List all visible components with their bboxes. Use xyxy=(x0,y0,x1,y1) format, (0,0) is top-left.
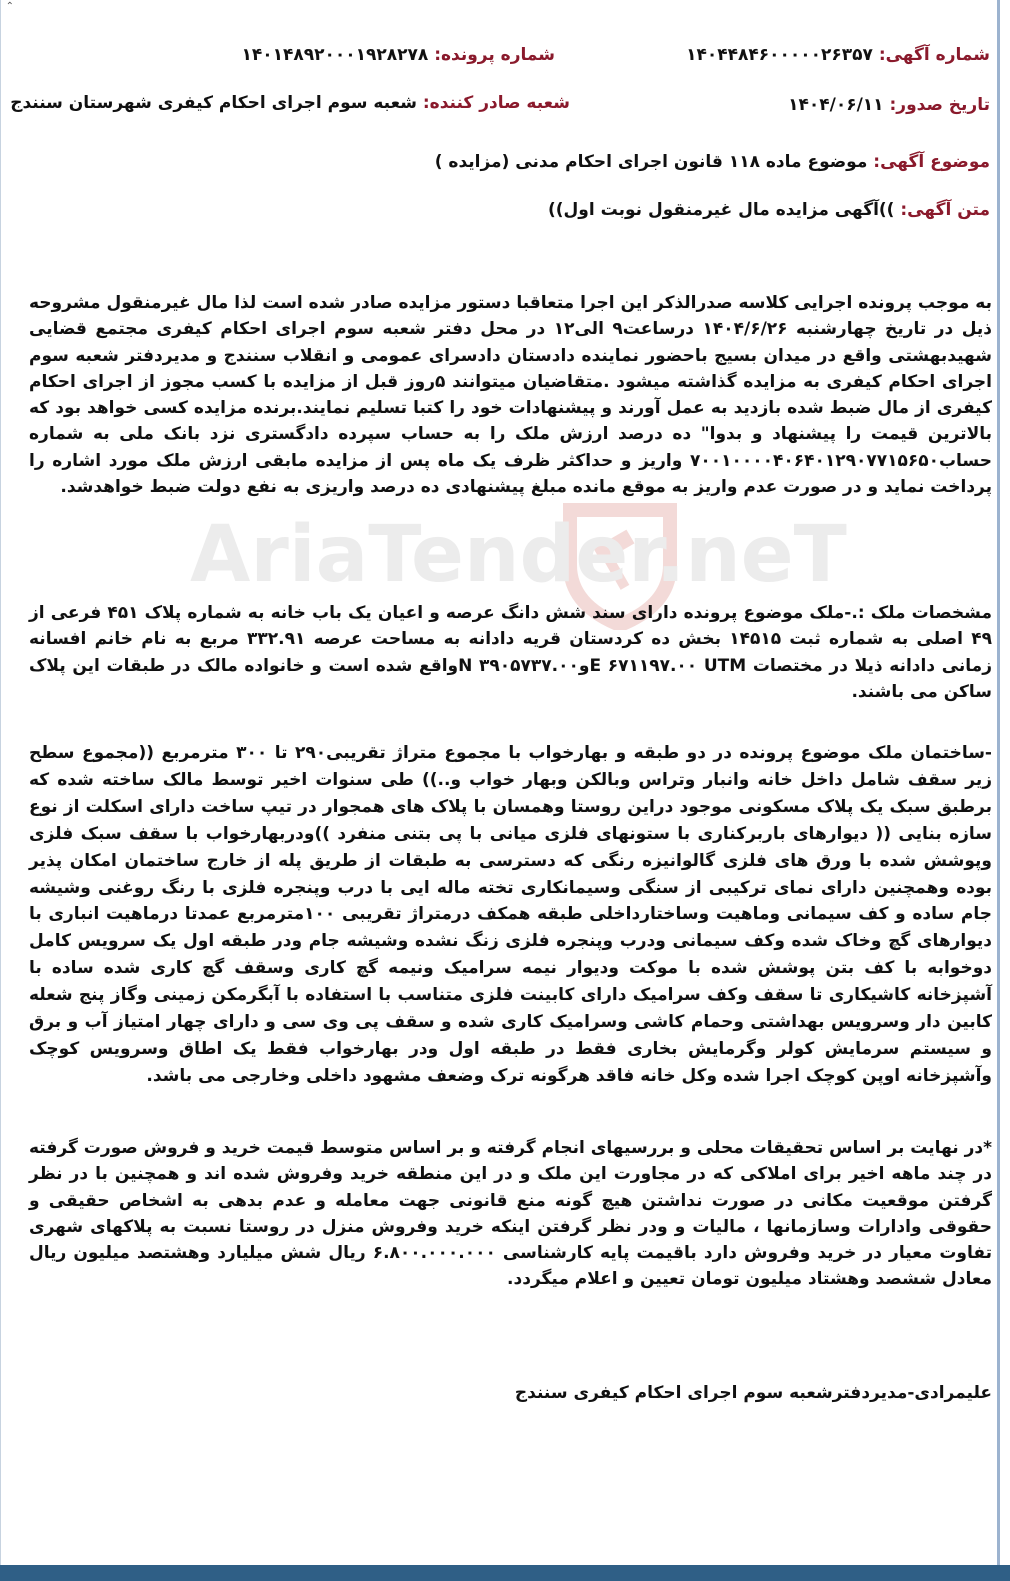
paragraph-property-specs: مشخصات ملک :.-ملک موضوع پرونده دارای سند شش دانگ عرصه و اعیان یک باب خانه به شماره پلاک ۴۵۱ فرعی از ۴۹ اصلی به شماره ثبت ۱۴۵۱۵ بخش ده کردستان قریه دادانه به مساحت عرصه ۳۳۲.۹۱ مربع به نام خانم افسانه زمانی دادانه ذیلا در مختصات E ۶۷۱۱۹۷.۰۰ UTMو۳۹۰۵۷۳۷.۰۰ Nواقع شده است و خانواده مالک در طبقات این پلاک ساکن می باشند. xyxy=(29,603,992,702)
notice-text-label: متن آگهی: xyxy=(900,200,990,220)
notice-text-title: ))آگهی مزایده مال غیرمنقول نوبت اول)) xyxy=(548,200,895,220)
paragraph-valuation: *در نهایت بر اساس تحقیقات محلی و بررسیهای انجام گرفته و بر اساس متوسط قیمت خرید و فروش صورت گرفته در چند ماهه اخیر برای املاکی که در مجاورت این ملک و در این منطقه خرید وفروش شده اند و همچنین با در نظر گرفتن موقعیت مکانی در صورت نداشتن هیچ گونه منع قانونی جهت معامله و عدم بدهی به اشخاص حقیقی و حقوقی وادارات وسازمانها ، مالیات و ودر نظر گرفتن اینکه خرید وفروش منزل در روستا نسبت به پلاکهای شهری تفاوت معیار در خرید وفروش دارد باقیمت پایه کارشناسی ۶.۸۰۰.۰۰۰.۰۰۰ ریال شش میلیارد وهشتصد میلیون ریال معادل ششصد وهشتاد میلیون تومان تعیین و اعلام میگردد. xyxy=(29,1138,993,1290)
case-number: ۱۴۰۱۴۸۹۲۰۰۰۱۹۲۸۲۷۸ xyxy=(241,45,429,65)
watermark-text: AriaTender.neT xyxy=(190,510,847,600)
case-number-label: شماره پرونده: xyxy=(434,45,555,65)
paragraph-auction-terms: به موجب پرونده اجرایی کلاسه صدرالذکر این اجرا متعاقبا دستور مزایده صادر شده است لذا مال غیرمنقول مشروحه ذیل در تاریخ چهارشنبه ۱۴۰۴/۶/۲۶ درساعت۹ الی۱۲ در محل دفتر شعبه سوم اجرای احکام کیفری مجتمع قضایی شهیدبهشتی واقع در میدان بسیج باحضور نماینده دادستان دادسرای عمومی و انقلاب سنندج و مدیردفتر شعبه سوم اجرای احکام کیفری به مزایده گذاشته میشود .متقاضیان میتوانند ۵روز قبل از مزایده با کسب مجوز از اجرای احکام کیفری از مال ضبط شده بازدید به عمل آورند و پیشنهادات خود را کتبا تسلیم نمایند.برنده مزایده کسی خواهد بود که بالاترین قیمت را پیشنهاد و بدوا" ده درصد ارزش ملک را به حساب سپرده دادگستری نزد بانک ملی به شماره حساب۷۰۰۱۰۰۰۰۴۰۶۴۰۱۲۹۰۷۷۱۵۶۵۰ واریز و حداکثر ظرف یک ماه پس از مزایده مابقی ارزش ملک مورد اشاره را پرداخت نماید و در صورت عدم واریز به موقع مانده مبلغ پیشنهادی ده درصد واریزی به نفع دولت ضبط خواهدشد. xyxy=(29,293,993,498)
notice-number: ۱۴۰۴۴۸۴۶۰۰۰۰۰۲۶۳۵۷ xyxy=(686,45,873,65)
issue-date-row xyxy=(788,95,990,115)
corner-mark-icon: ⌃ xyxy=(5,1,14,12)
issuing-branch-row xyxy=(10,93,570,113)
issuing-branch: شعبه سوم اجرای احکام کیفری شهرستان سنندج xyxy=(10,93,417,113)
subject-label: موضوع آگهی: xyxy=(873,152,990,172)
notice-number-row xyxy=(686,45,990,65)
issue-date: ۱۴۰۴/۰۶/۱۱ xyxy=(788,95,884,115)
notice-number-label: شماره آگهی: xyxy=(878,45,990,65)
signature: علیمرادی-مدیردفترشعبه سوم اجرای احکام کیفری سنندج xyxy=(514,1383,992,1403)
case-number-row xyxy=(241,45,555,65)
issue-date-label: تاریخ صدور: xyxy=(889,95,990,115)
subject-row xyxy=(435,152,990,172)
subject: موضوع ماده ۱۱۸ قانون اجرای احکام مدنی (مزایده ) xyxy=(434,152,868,172)
bottom-bar xyxy=(0,1565,1010,1581)
notice-text-row xyxy=(548,200,990,220)
paragraph-building-description: -ساختمان ملک موضوع پرونده در دو طبقه و بهارخواب با مجموع متراژ تقریبی۲۹۰ تا ۳۰۰ مترمربع ((مجموع سطح زیر سقف شامل داخل خانه وانبار وتراس وبالکن وبهار خواب و..)) طی سنوات اخیر توسط مالک ساخته شده که برطبق سبک یک پلاک مسکونی موجود دراین روستا وهمسان با پلاک های همجوار در تیپ ساخت دارای اسکلت از نوع سازه بنایی (( دیوارهای باربرکناری با ستونهای فلزی میانی با پی بتنی منفرد ))ودربهارخواب با سقف سبک فلزی وپوشش شده با ورق های فلزی گالوانیزه رنگی که دسترسی به طبقات از طریق پله از خارج ساختمان امکان پذیر بوده وهمچنین دارای نمای ترکیبی از سنگی وسیمانکاری تخته ماله ایی با درب وپنجره فلزی با رنگ روغنی وشیشه جام ساده و کف سیمانی وماهیت وساختارداخلی طبقه همکف درمتراژ تقریبی ۱۰۰مترمربع عمدتا درماهیت انباری با دیوارهای گچ وخاک شده وکف سیمانی ودرب وپنجره فلزی زنگ نشده وشیشه جام ودر طبقه اول یک سرویس کامل دوخوابه با کف بتن پوشش شده با موکت ودیوار نیمه سرامیک ونیمه گچ کاری وسقف گچ کاری شده ساده با آشپزخانه کاشیکاری تا سقف وکف سرامیک دارای کابینت فلزی متناسب با استفاده با آبگرمکن زمینی وگاز پنج شعله کابین دار وسرویس بهداشتی وحمام کاشی وسرامیک کاری شده و سقف پی وی سی و دارای چهار امتیاز آب و برق و سیستم سرمایش کولر وگرمایش بخاری فقط در طبقه اول ودر بهارخواب فقط یک اطاق وسرویس کوچک وآشپزخانه اوپن کوچک اجرا شده وکل خانه فاقد هرگونه ترک وضعف مشهود داخلی وخارجی می باشد. xyxy=(29,743,993,1086)
issuing-branch-label: شعبه صادر کننده: xyxy=(422,93,570,113)
